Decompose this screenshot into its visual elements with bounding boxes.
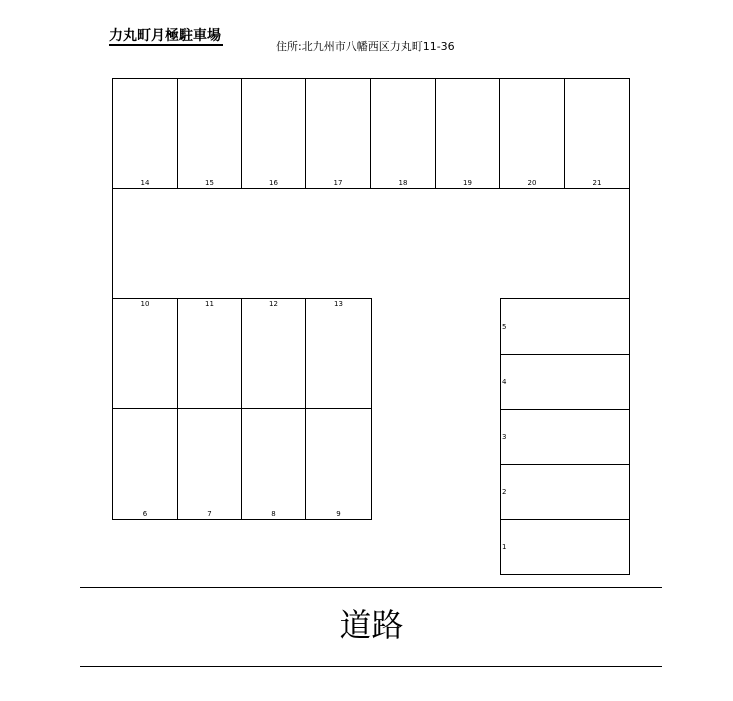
spot-number: 3	[502, 433, 507, 441]
parking-spot-8	[241, 408, 306, 520]
spot-number: 5	[502, 322, 507, 331]
parking-spot-14	[112, 78, 178, 189]
parking-spot-11	[177, 298, 242, 409]
parking-spot-2	[500, 464, 630, 520]
spot-number: 2	[502, 488, 507, 496]
spot-number: 4	[502, 378, 507, 386]
spot-number: 12	[269, 300, 278, 308]
spot-number: 16	[269, 179, 278, 187]
parking-spot-1	[500, 519, 630, 575]
parking-spot-19	[435, 78, 500, 189]
parking-spot-15	[177, 78, 242, 189]
spot-number: 1	[502, 543, 507, 551]
parking-spot-17	[305, 78, 371, 189]
spot-number: 9	[336, 510, 341, 518]
parking-spot-12	[241, 298, 306, 409]
driving-aisle	[112, 188, 630, 299]
road-bottom-line	[80, 666, 662, 667]
spot-number: 11	[205, 300, 214, 308]
road-label: 道路	[339, 606, 404, 644]
spot-number: 17	[333, 179, 343, 187]
parking-spot-7	[177, 408, 242, 520]
spot-number: 6	[142, 510, 148, 518]
parking-spot-10	[112, 298, 178, 409]
parking-spot-20	[499, 78, 565, 189]
parking-spot-21	[564, 78, 630, 189]
parking-spot-16	[241, 78, 306, 189]
spot-number: 7	[207, 510, 212, 518]
spot-number: 14	[140, 179, 150, 187]
spot-number: 13	[334, 300, 343, 308]
spot-number: 15	[205, 179, 214, 187]
spot-number: 10	[140, 300, 150, 308]
spot-number: 21	[592, 179, 602, 187]
spot-number: 20	[527, 179, 537, 187]
spot-number: 8	[271, 510, 276, 518]
parking-spot-13	[305, 298, 372, 409]
parking-spot-3	[500, 409, 630, 465]
parking-spot-18	[370, 78, 436, 189]
parking-spot-4	[500, 354, 630, 410]
spot-number: 19	[463, 179, 472, 187]
road-top-line	[80, 587, 662, 588]
address-text: 住所:北九州市八幡西区力丸町11-36	[276, 40, 455, 53]
page-title: 力丸町月極駐車場	[109, 28, 221, 44]
parking-spot-5	[500, 298, 630, 355]
parking-spot-6	[112, 408, 178, 520]
parking-spot-9	[305, 408, 372, 520]
spot-number: 18	[398, 179, 408, 187]
